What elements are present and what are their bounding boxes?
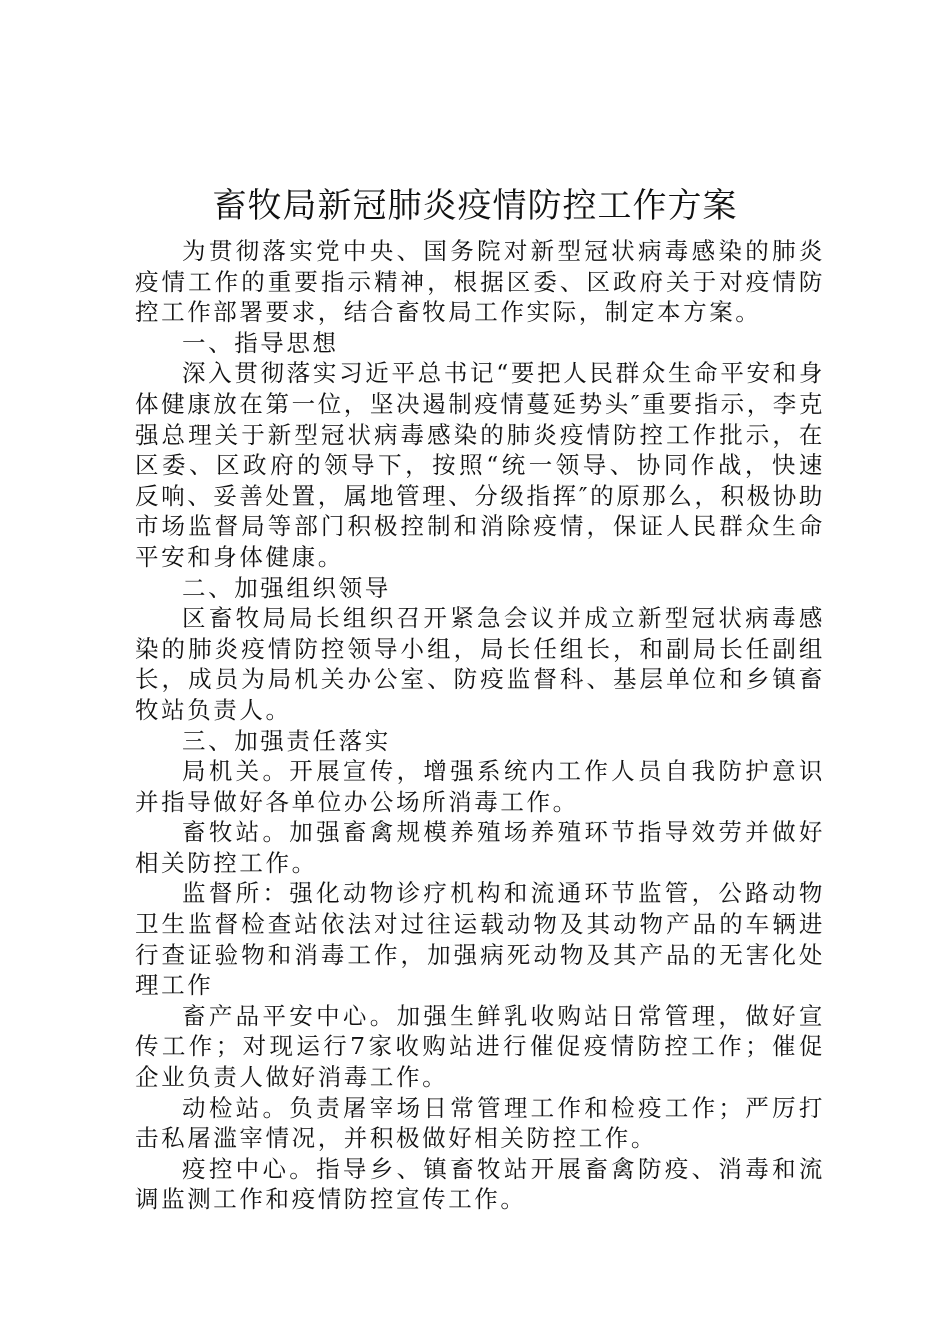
responsibility-item-supervision-office: 监督所：强化动物诊疗机构和流通环节监管，公路动物卫生监督检查站依法对过往运载动物及其动物产品的车辆进行查证验物和消毒工作，加强病死动物及其产品的无害化处理工作: [135, 879, 825, 1000]
document-title: 畜牧局新冠肺炎疫情防控工作方案: [212, 186, 738, 226]
section-paragraph-organization: 区畜牧局局长组织召开紧急会议并成立新型冠状病毒感染的肺炎疫情防控领导小组，局长任组长，和副局长任副组长，成员为局机关办公室、防疫监督科、基层单位和乡镇畜牧站负责人。: [135, 604, 825, 724]
intro-paragraph: 为贯彻落实党中央、国务院对新型冠状病毒感染的肺炎疫情工作的重要指示精神，根据区委、区政府关于对疫情防控工作部署要求，结合畜牧局工作实际，制定本方案。: [135, 237, 825, 327]
responsibility-item-disease-control-center: 疫控中心。指导乡、镇畜牧站开展畜禽防疫、消毒和流调监测工作和疫情防控宣传工作。: [135, 1154, 825, 1214]
responsibility-item-product-safety-center: 畜产品平安中心。加强生鲜乳收购站日常管理，做好宣传工作；对现运行7家收购站进行催促疫情防控工作；催促企业负责人做好消毒工作。: [135, 1001, 825, 1092]
section-heading-responsibility: 三、加强责任落实: [182, 726, 391, 755]
responsibility-item-bureau: 局机关。开展宣传，增强系统内工作人员自我防护意识并指导做好各单位办公场所消毒工作。: [135, 757, 825, 816]
responsibility-item-quarantine-station: 动检站。负责屠宰场日常管理工作和检疫工作；严厉打击私屠滥宰情况，并积极做好相关防控工作。: [135, 1093, 825, 1153]
section-heading-organization: 二、加强组织领导: [182, 573, 391, 602]
section-heading-guiding-ideology: 一、指导思想: [182, 328, 339, 357]
section-paragraph-guiding-ideology: 深入贯彻落实习近平总书记“要把人民群众生命平安和身体健康放在第一位，坚决遏制疫情蔓延势头″重要指示，李克强总理关于新型冠状病毒感染的肺炎疫情防控工作批示，在区委、区政府的领导下，按照“统一领导、协同作战，快速反响、妥善处置，属地管理、分级指挥″的原那么，积极协助市场监督局等部门积极控制和消除疫情，保证人民群众生命平安和身体健康。: [135, 359, 825, 571]
responsibility-item-livestock-station: 畜牧站。加强畜禽规模养殖场养殖环节指导效劳并做好相关防控工作。: [135, 818, 825, 877]
document-body: [135, 236, 825, 1215]
